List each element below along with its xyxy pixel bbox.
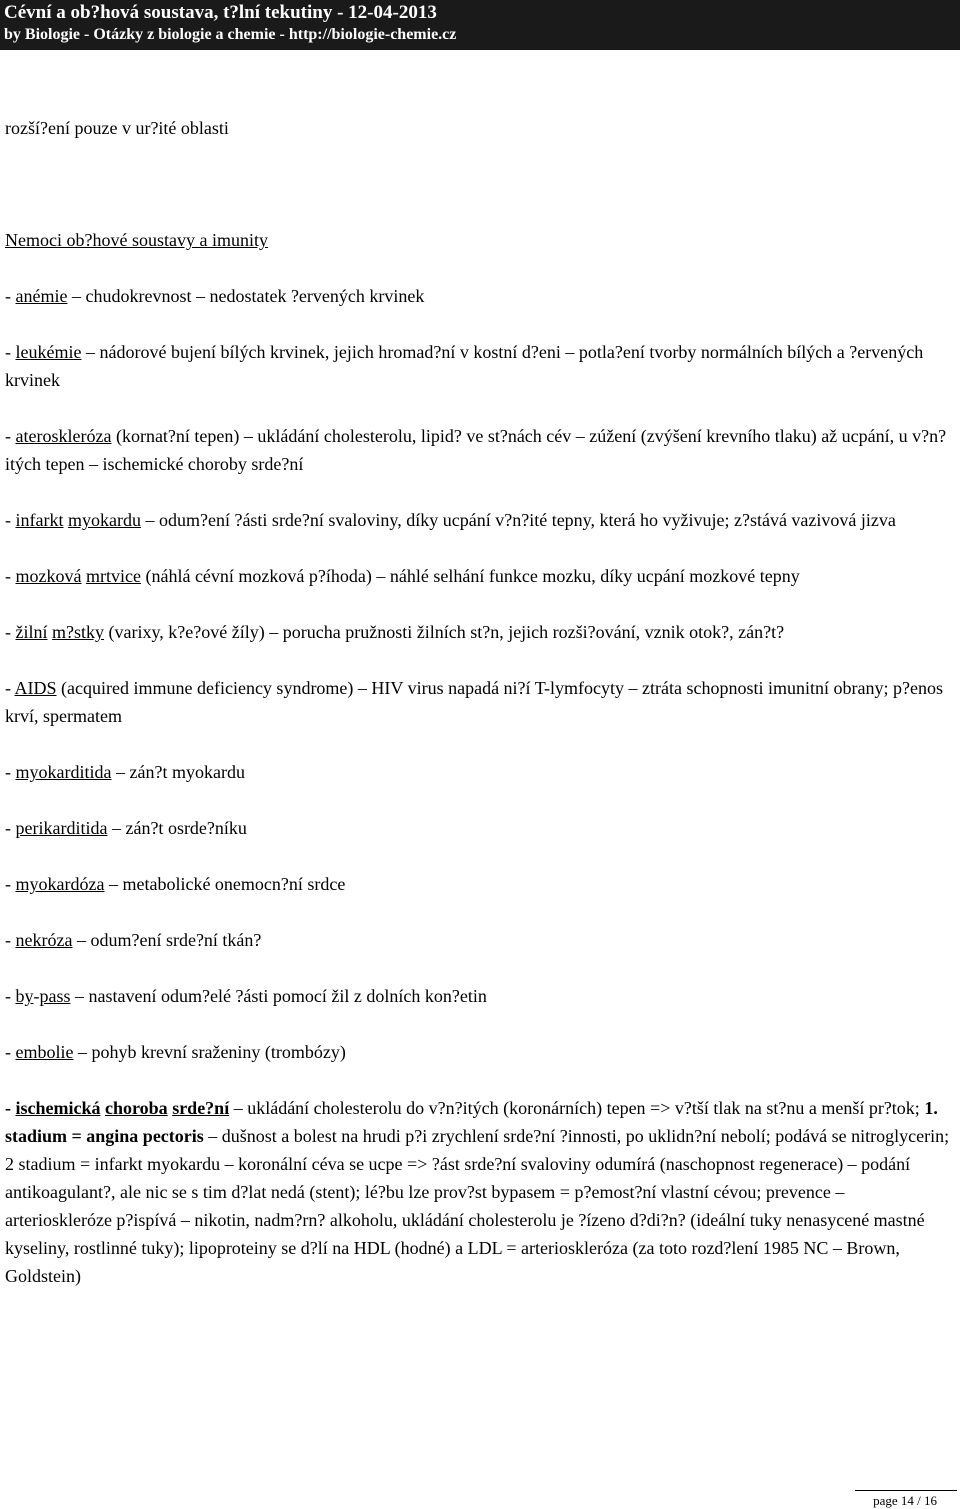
stage-label: 1. stadium = [5, 1098, 938, 1146]
bullet: - [5, 874, 16, 894]
term: pass [39, 986, 71, 1006]
document-body [5, 114, 950, 1290]
term: nekróza [15, 930, 73, 950]
bullet: - [5, 986, 16, 1006]
term: embolie [15, 1042, 74, 1062]
definition: – odum?ení ?ásti srde?ní svaloviny, díky ucpání v?n?ité tepny, která ho vyživuje; z?stává vazivová jizva [140, 510, 896, 530]
definition: – zán?t myokardu [111, 762, 245, 782]
bullet: - [5, 1042, 16, 1062]
term: mozková [15, 566, 82, 586]
bullet: - [5, 678, 15, 698]
term: choroba [105, 1098, 168, 1118]
list-item-perikarditida [5, 814, 950, 842]
page-number: page 14 / 16 [873, 1493, 937, 1508]
definition: (varixy, k?e?ové žíly) – porucha pružnosti žilních st?n, jejich rozši?ování, vznik otok?, zán?t? [104, 622, 785, 642]
list-item-anemie [5, 282, 950, 310]
definition: – pohyb krevní sraženiny (trombózy) [73, 1042, 346, 1062]
list-item-embolie [5, 1038, 950, 1066]
bullet: - [5, 762, 16, 782]
list-item-myokarditida [5, 758, 950, 786]
list-item-ateroskleroza [5, 422, 950, 478]
definition: – odum?ení srde?ní tkán? [72, 930, 262, 950]
term: myokarditida [15, 762, 112, 782]
bullet: - [5, 342, 16, 362]
term: mrtvice [85, 566, 141, 586]
bullet: - [5, 286, 16, 306]
list-item-leukemie [5, 338, 950, 394]
list-item-infarkt [5, 506, 950, 534]
term: by [15, 986, 34, 1006]
list-item-nekroza [5, 926, 950, 954]
term: žilní [15, 622, 48, 642]
bullet: - [5, 818, 16, 838]
list-item-aids [5, 674, 950, 730]
definition: – zán?t osrde?níku [107, 818, 247, 838]
definition: – nastavení odum?elé ?ásti pomocí žil z dolních kon?etin [70, 986, 487, 1006]
separator: - [33, 986, 40, 1006]
document-source: by Biologie - Otázky z biologie a chemie - http://biologie-chemie.cz [4, 26, 457, 43]
definition: – dušnost a bolest na hrudi p?i zrychlení srde?ní ?innosti, po uklidn?ní nebolí; podává se nitroglycerin; 2 stadium = infarkt myokardu – koronální céva se ucpe => ?ást srde?ní svaloviny odumírá (naschopnost regenerace) – podání antikoagulant?, ale nic se s tim d?lat nedá (stent); lé?bu lze prov?st bypasem = p?emost?ní vlastní cévou; prevence – arterioskleróze p?ispívá – nikotin, nadm?rn? alkoholu, ukládání cholesterolu je ?ízeno d?di?n? (ideální tuky nenasycené mastné kyseliny, rostlinné tuky); lipoproteiny se d?lí na HDL (hodné) a LDL = arterioskleróza (za toto rozd?lení 1985 NC – Brown, Goldstein) [5, 1126, 950, 1286]
section-heading [5, 226, 950, 254]
definition: (acquired immune deficiency syndrome) – HIV virus napadá ni?í T-lymfocyty – ztráta schopnosti imunitní obrany; p?enos krví, spermatem [5, 678, 943, 726]
paragraph-intro: rozší?ení pouze v ur?ité oblasti [5, 118, 229, 138]
stage-name: angina pectoris [86, 1126, 204, 1146]
term: ateroskleróza [15, 426, 112, 446]
term: ischemická [15, 1098, 101, 1118]
term: infarkt [15, 510, 64, 530]
list-item-bypass [5, 982, 950, 1010]
list-item-varixy [5, 618, 950, 646]
list-item-myokardoza [5, 870, 950, 898]
term: myokardóza [15, 874, 105, 894]
definition: (náhlá cévní mozková p?íhoda) – náhlé selhání funkce mozku, díky ucpání mozkové tepny [140, 566, 800, 586]
bullet: - [5, 566, 16, 586]
bullet: - [5, 510, 16, 530]
bullet: - [5, 426, 16, 446]
definition: – ukládání cholesterolu do v?n?itých (koronárních) tepen => v?tší tlak na st?nu a menší pr?tok; [229, 1098, 925, 1118]
definition: – metabolické onemocn?ní srdce [104, 874, 346, 894]
document-title: Cévní a ob?hová soustava, t?lní tekutiny - 12-04-2013 [4, 2, 437, 23]
definition: (kornat?ní tepen) – ukládání cholesterolu, lipid? ve st?nách cév – zúžení (zvýšení krevního tlaku) až ucpání, u v?n?itých tepen – ischemické choroby srde?ní [5, 426, 947, 474]
bullet: - [5, 622, 16, 642]
definition: – nádorové bujení bílých krvinek, jejich hromad?ní v kostní d?eni – potla?ení tvorby normálních bílých a ?ervených krvinek [5, 342, 924, 390]
term: leukémie [15, 342, 82, 362]
page-footer [855, 1490, 957, 1509]
term: myokardu [67, 510, 141, 530]
bullet: - [5, 930, 16, 950]
definition: – chudokrevnost – nedostatek ?ervených krvinek [67, 286, 425, 306]
term: m?stky [52, 622, 104, 642]
list-item-ischemicka-choroba [5, 1094, 950, 1290]
page-header [0, 0, 960, 50]
section-heading-text: Nemoci ob?hové soustavy a imunity [5, 230, 268, 250]
bullet: - [5, 1098, 16, 1118]
term: perikarditida [15, 818, 108, 838]
term: anémie [15, 286, 68, 306]
term: srde?ní [172, 1098, 230, 1118]
list-item-mrtvice [5, 562, 950, 590]
term: AIDS [14, 678, 57, 698]
